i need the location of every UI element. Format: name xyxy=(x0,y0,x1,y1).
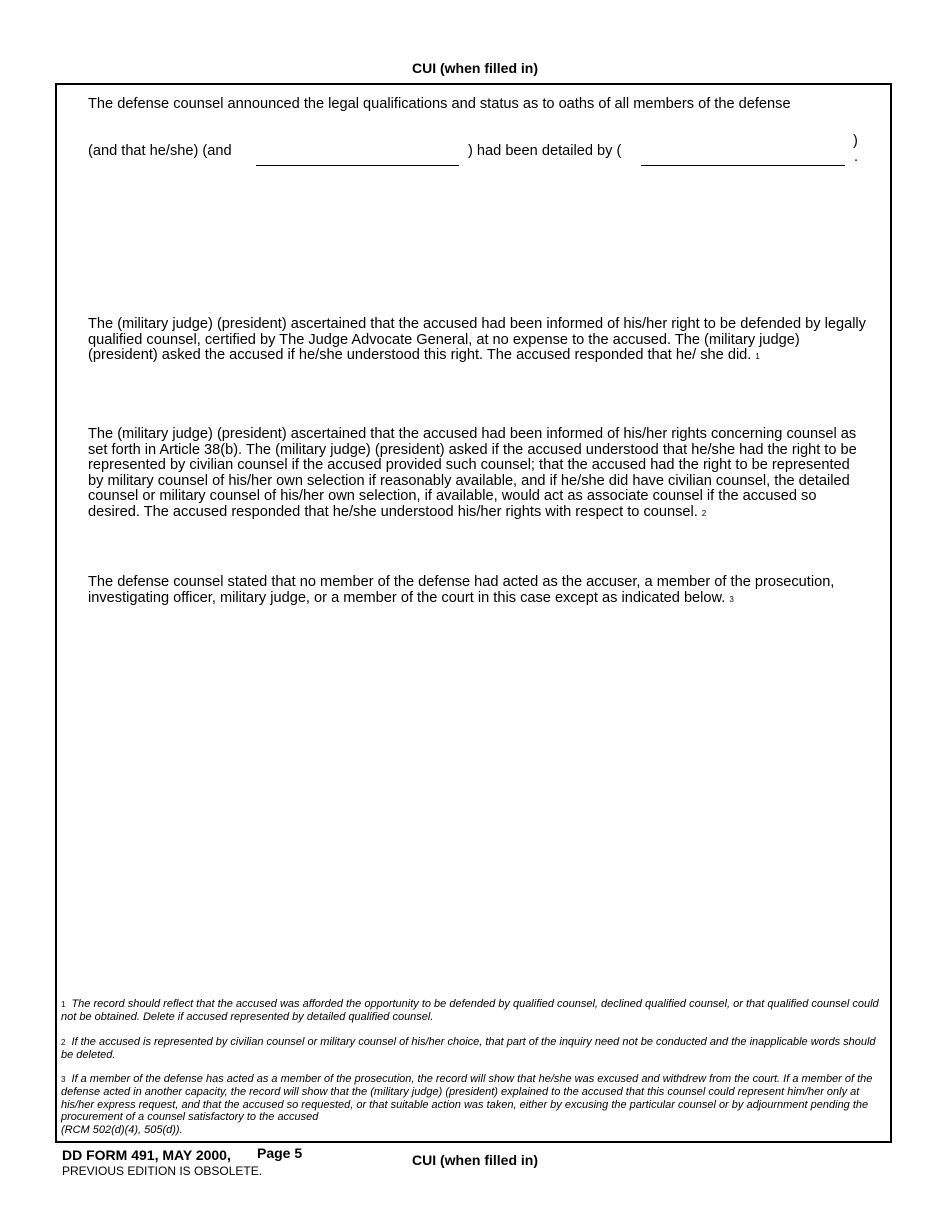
obsolete-notice: PREVIOUS EDITION IS OBSOLETE. xyxy=(62,1164,263,1178)
footnote-2-text: If the accused is represented by civilian counsel or military counsel of his/her choice, that part of the inquiry need not be conducted and the inapplicable words should be deleted. xyxy=(61,1036,876,1062)
footnote-2 xyxy=(61,1036,887,1062)
page-number: Page 5 xyxy=(257,1145,303,1161)
footnote-ref-1: 1 xyxy=(755,352,760,362)
right-defended-paragraph xyxy=(88,317,868,365)
cui-footer: CUI (when filled in) xyxy=(412,1152,538,1168)
footnote-1-text: The record should reflect that the accused was afforded the opportunity to be defended by qualified counsel, declined qualified counsel, or that qualified counsel could not be obtained. Delete if accused represented by detailed qualified counsel. xyxy=(61,998,879,1024)
no-member-paragraph xyxy=(88,575,868,607)
footnote-ref-2: 2 xyxy=(701,508,707,518)
detail-line-close-paren: ) xyxy=(853,133,858,149)
detail-line-period: . xyxy=(854,149,859,165)
right-defended-text: The (military judge) (president) ascertained that the accused had been informed of his/her right to be defended by legally qualified counsel, certified by The Judge Advocate General, at no expense to the accused. The (military judge) (president) asked the accused if he/she understood this right. The accused responded that he/ she did. xyxy=(88,316,866,364)
footnote-3-number: 3 xyxy=(61,1075,66,1084)
detailed-by-field[interactable] xyxy=(641,145,845,166)
detail-line-middle: ) had been detailed by ( xyxy=(468,143,622,159)
footnote-ref-3: 3 xyxy=(729,594,734,604)
footnote-3-text: If a member of the defense has acted as a member of the prosecution, the record will show that he/she was excused and withdrew from the court. If a member of the defense acted in another capacity, the record will show that the (military judge) (president) explained to the accused that this counsel could represent him/her only at his/her express request, and that the accused so requested, or that suitable action was taken, either by excusing the particular counsel or by adjournment pending the procurement of a counsel satisfactory to the accused xyxy=(61,1073,873,1124)
detail-line-prefix: (and that he/she) (and xyxy=(88,143,232,159)
footnote-1-number: 1 xyxy=(61,1000,66,1009)
footnote-1 xyxy=(61,998,887,1024)
no-member-text: The defense counsel stated that no member of the defense had acted as the accuser, a member of the prosecution, investigating officer, military judge, or a member of the court in this case except as indicated below. xyxy=(88,574,835,606)
form-id: DD FORM 491, MAY 2000, xyxy=(62,1147,231,1163)
footnote-3-citation: (RCM 502(d)(4), 505(d)). xyxy=(61,1123,183,1136)
form-frame xyxy=(55,83,892,1143)
cui-header: CUI (when filled in) xyxy=(412,60,538,76)
rights-counsel-text: The (military judge) (president) ascertained that the accused had been informed of his/her rights concerning counsel as set forth in Article 38(b). The (military judge) (president) asked if the accused understood that he/she had the right to be represented by civilian counsel if the accused provided such counsel; that the accused had the right to be represented by military counsel of his/her own selection if reasonably available, and if he/she did have civilian counsel, the detailed counsel or military counsel of his/her own selection, if available, would act as associate counsel if the accused so desired. The accused responded that he/she understood his/her rights with respect to counsel. xyxy=(88,426,857,520)
defense-member-field[interactable] xyxy=(256,145,459,166)
footnote-3 xyxy=(61,1073,887,1136)
rights-counsel-paragraph xyxy=(88,427,868,522)
announce-paragraph: The defense counsel announced the legal qualifications and status as to oaths of all members of the defense xyxy=(88,96,791,112)
footnote-2-number: 2 xyxy=(61,1038,66,1047)
